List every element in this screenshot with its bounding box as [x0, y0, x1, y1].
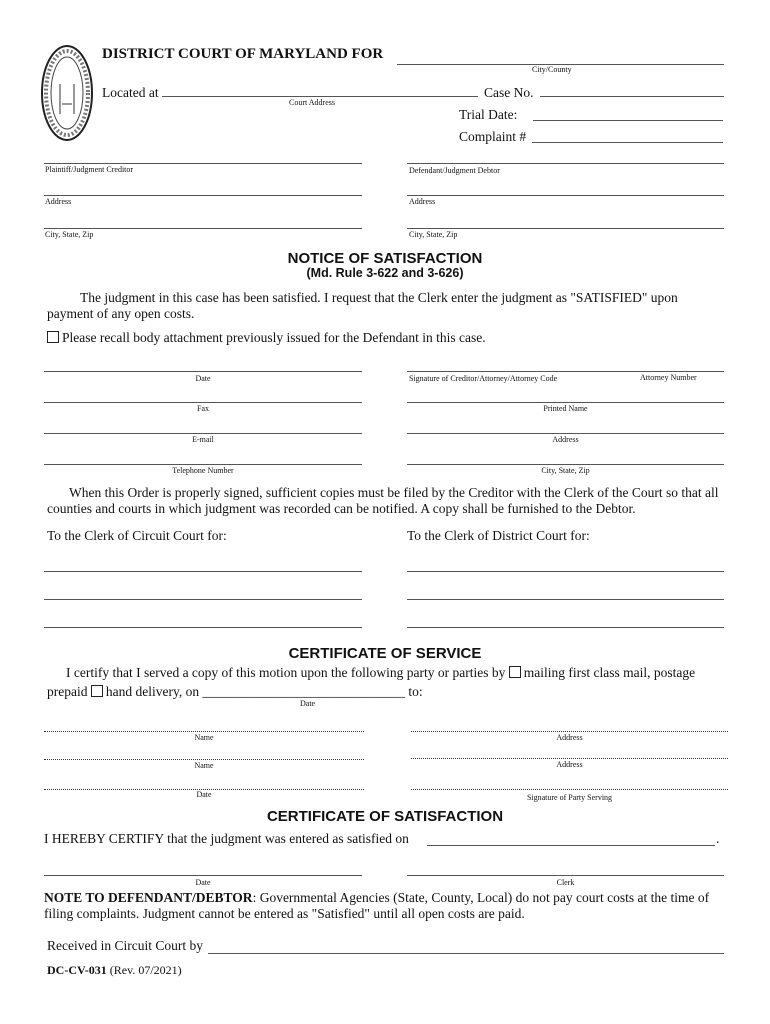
- served-address-label-2: Address: [556, 760, 583, 769]
- located-at-label: Located at: [102, 85, 159, 100]
- clerk-label: Clerk: [556, 878, 575, 887]
- case-no-field[interactable]: [540, 96, 724, 97]
- notice-subtitle: (Md. Rule 3-622 and 3-626): [306, 266, 464, 280]
- signature-label: Signature of Creditor/Attorney/Attorney Code: [409, 374, 558, 383]
- to-label: to:: [408, 684, 423, 699]
- served-name-field-1[interactable]: [44, 731, 364, 732]
- satisfied-date-field[interactable]: [427, 845, 715, 846]
- party-serving-signature-label: Signature of Party Serving: [526, 793, 613, 802]
- defendant-city-label: City, State, Zip: [409, 230, 458, 239]
- circuit-court-label: To the Clerk of Circuit Court for:: [47, 528, 227, 543]
- email-field[interactable]: [44, 433, 362, 434]
- mailing-checkbox[interactable]: [509, 666, 521, 678]
- notice-paragraph: The judgment in this case has been satisfied. I request that the Clerk enter the judgment as "SATISFIED" upon payment of any open costs.: [47, 290, 678, 321]
- attorney-number-label: Attorney Number: [640, 373, 697, 382]
- defendant-field[interactable]: [407, 163, 724, 164]
- service-date-label: Date: [300, 699, 316, 708]
- defendant-address-field[interactable]: [407, 195, 724, 196]
- defendant-label: Defendant/Judgment Debtor: [409, 166, 500, 175]
- served-name-label-2: Name: [194, 761, 214, 770]
- plaintiff-label: Plaintiff/Judgment Creditor: [45, 165, 134, 174]
- clerk-signature-field[interactable]: [407, 875, 724, 876]
- party-serving-signature-field[interactable]: [411, 789, 728, 790]
- service-text: I certify that I served a copy of this motion upon the following party or parties by: [66, 665, 506, 680]
- signature-field[interactable]: [407, 371, 724, 372]
- order-paragraph: When this Order is properly signed, sufficient copies must be filed by the Creditor with the Clerk of the Court so that all counties and courts in which judgment was recorded can be notified. A copy shall be furnished to the Debtor.: [47, 485, 719, 516]
- service-date-field[interactable]: ______________________________: [202, 684, 405, 699]
- trial-date-label: Trial Date:: [459, 107, 518, 122]
- clerk-date-label: Date: [195, 878, 211, 887]
- mailing-label: mailing first class mail, postage: [523, 665, 696, 680]
- hand-delivery-label: hand delivery, on: [105, 684, 200, 699]
- defendant-address-label: Address: [409, 197, 436, 206]
- fax-label: Fax: [197, 404, 209, 413]
- printed-name-field[interactable]: [407, 402, 724, 403]
- served-name-field-2[interactable]: [44, 759, 364, 760]
- case-no-label: Case No.: [484, 85, 534, 100]
- court-address-label: Court Address: [289, 98, 335, 107]
- served-date-label: Date: [196, 790, 212, 799]
- note-text: : Governmental Agencies (State, County, Local) do not pay court costs at the time of filing complaints. Judgment cannot be entered as "Satisfied" until all open costs are paid.: [44, 890, 710, 921]
- attorney-city-label: City, State, Zip: [541, 466, 590, 475]
- plaintiff-city-field[interactable]: [44, 228, 362, 229]
- certify-text: that the judgment was entered as satisfied on: [167, 831, 409, 846]
- served-address-label-1: Address: [556, 733, 583, 742]
- fax-field[interactable]: [44, 402, 362, 403]
- court-address-field[interactable]: [162, 96, 478, 97]
- hand-delivery-checkbox[interactable]: [91, 685, 103, 697]
- service-title: CERTIFICATE OF SERVICE: [288, 645, 482, 662]
- district-court-field-1[interactable]: [407, 571, 724, 572]
- recall-label: Please recall body attachment previously issued for the Defendant in this case.: [62, 330, 486, 345]
- telephone-field[interactable]: [44, 464, 362, 465]
- circuit-court-field-1[interactable]: [44, 571, 362, 572]
- notice-title: NOTICE OF SATISFACTION: [287, 250, 483, 267]
- email-label: E-mail: [192, 435, 214, 444]
- printed-name-label: Printed Name: [543, 404, 588, 413]
- attorney-address-field[interactable]: [407, 433, 724, 434]
- district-court-label: To the Clerk of District Court for:: [407, 528, 590, 543]
- served-name-label-1: Name: [194, 733, 214, 742]
- attorney-city-field[interactable]: [407, 464, 724, 465]
- court-title: DISTRICT COURT OF MARYLAND FOR: [102, 46, 384, 62]
- form-number: DC-CV-031: [47, 963, 107, 977]
- district-court-field-2[interactable]: [407, 599, 724, 600]
- satisfaction-title: CERTIFICATE OF SATISFACTION: [266, 808, 504, 825]
- served-address-field-2[interactable]: [411, 758, 728, 759]
- period: .: [716, 831, 720, 846]
- plaintiff-address-label: Address: [45, 197, 72, 206]
- complaint-label: Complaint #: [459, 129, 527, 144]
- attorney-address-label: Address: [552, 435, 579, 444]
- trial-date-field[interactable]: [533, 120, 723, 121]
- plaintiff-city-label: City, State, Zip: [45, 230, 94, 239]
- received-label: Received in Circuit Court by: [47, 938, 203, 953]
- circuit-court-field-3[interactable]: [44, 627, 362, 628]
- recall-checkbox[interactable]: [47, 331, 59, 343]
- plaintiff-address-field[interactable]: [44, 195, 362, 196]
- circuit-court-field-2[interactable]: [44, 599, 362, 600]
- complaint-field[interactable]: [532, 142, 723, 143]
- defendant-city-field[interactable]: [407, 228, 724, 229]
- prepaid-label: prepaid: [47, 684, 88, 699]
- date-field[interactable]: [44, 371, 362, 372]
- served-address-field-1[interactable]: [411, 731, 728, 732]
- clerk-date-field[interactable]: [44, 875, 362, 876]
- plaintiff-field[interactable]: [44, 163, 362, 164]
- revision: (Rev. 07/2021): [109, 963, 182, 977]
- city-county-label: City/County: [532, 65, 572, 74]
- district-court-field-3[interactable]: [407, 627, 724, 628]
- court-seal-logo: [40, 44, 94, 142]
- received-field[interactable]: [208, 953, 724, 954]
- certify-label: I HEREBY CERTIFY: [44, 831, 164, 846]
- telephone-label: Telephone Number: [172, 466, 234, 475]
- note-heading: NOTE TO DEFENDANT/DEBTOR: [44, 890, 253, 905]
- date-label: Date: [195, 374, 211, 383]
